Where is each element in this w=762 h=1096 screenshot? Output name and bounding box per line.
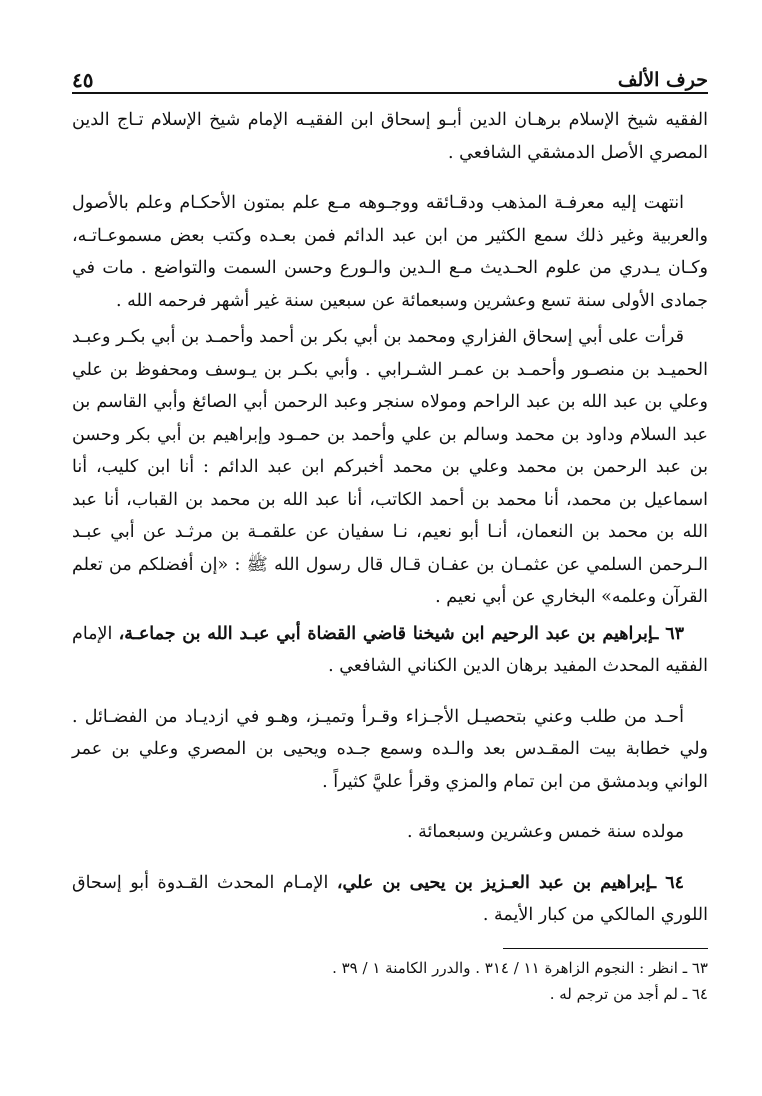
footnote-63: ٦٣ ـ انظر : النجوم الزاهرة ١١ / ٣١٤ . والدرر الكامنة ١ / ٣٩ . <box>332 958 708 977</box>
entry-64-heading <box>72 867 708 932</box>
footnote-64: ٦٤ ـ لم أجد من ترجم له . <box>549 984 708 1003</box>
footnotes <box>72 955 708 1007</box>
entry-63-birth: مولده سنة خمس وعشرين وسبعمائة . <box>407 822 684 842</box>
footnote-divider <box>503 948 708 949</box>
entry-63-biography: أحـد من طلب وعني بتحصيـل الأجـزاء وقـرأ وتميـز، وهـو في ازديـاد من الفضـائل . ولي خطابة بيت المقـدس بعد والـده وسمع جـده ويحيى بن المصري وعلي بن عمر الواني وبدمشق من ابن تمام والمزي وقرأ عليَّ كثيراً . <box>72 706 708 792</box>
running-head: حرف الألف <box>617 69 708 91</box>
paragraph-continuation: الفقيه شيخ الإسلام برهـان الدين أبـو إسحاق ابن الفقيـه الإمام شيخ الإسلام تـاج الدين المصري الأصل الدمشقي الشافعي . <box>72 110 708 163</box>
page-body <box>72 104 708 932</box>
entry-64-number: ٦٤ ـ <box>651 872 684 893</box>
paragraph-isnad: قرأت على أبي إسحاق الفزاري ومحمد بن أبي بكر بن أحمد وأحمـد بن أبي بكـر وعبـد الحميـد بن منصـور وأحمـد بن عمـر الشـرابي . وأبي بكـر بن يـوسف ومحفوظ بن علي وعلي بن عبد الله بن عبد الراحم ومولاه سنجر وعبد الرحمن أبي الصائغ وأبي القاسم بن عبد السلام وداود بن محمد وسالم بن علي وأحمد بن حمـود وإبراهيم بن أبي بكر وحسن بن عبد الرحمن بن محمد وعلي بن محمد أخبركم ابن عبد الدائم : أنا ابن كليب، أنا اسماعيل بن محمد، أنا محمد بن أحمد الكاتب، أنا عبد الله بن محمد بن القباب، أنا عبد الله بن محمد بن النعمان، أنـا أبو نعيم، نـا سفيان عن علقمـة بن مرثـد عن أبي عبـد الـرحمن السلمي عن عثمـان بن عفـان قـال قال رسول الله ﷺ : «إن أفضلكم من تعلم القرآن وعلمه» البخاري عن أبي نعيم . <box>72 327 708 607</box>
entry-64-title: الإمـام المحدث القـدوة أبو إسحاق اللوري المالكي من كبار الأيمة . <box>72 872 708 925</box>
entry-64-name: إبراهيم بن عبد العـزيز بن يحيى بن علي، <box>336 872 651 893</box>
paragraph-biography: انتهت إليه معرفـة المذهب ودقـائقه ووجـوهه مـع علم بمتون الأحكـام وعلم بالأصول والعربية وغير ذلك سمع الكثير من ابن عبد الدائم فمن بعـده وكتب بعض مسموعـاتـه، وكـان يـدري من علوم الحـديث مـع الـدين والـورع وحسن السمت والتواضع . مات في جمادى الأولى سنة تسع وعشرين وسبعمائة عن سبعين سنة غير أشهر فرحمه الله . <box>72 193 708 311</box>
entry-63-heading <box>72 618 708 683</box>
entry-63-number: ٦٣ ـ <box>653 623 684 644</box>
page-header <box>72 58 708 94</box>
entry-63-name: إبراهيم بن عبد الرحيم ابن شيخنا قاضي القضاة أبي عبـد الله بن جماعـة، <box>118 623 654 644</box>
page-number: ٤٥ <box>72 68 94 92</box>
entry-63-title: الإمام الفقيه المحدث المفيد برهان الدين الكناني الشافعي . <box>72 623 708 676</box>
book-page <box>72 58 708 1007</box>
